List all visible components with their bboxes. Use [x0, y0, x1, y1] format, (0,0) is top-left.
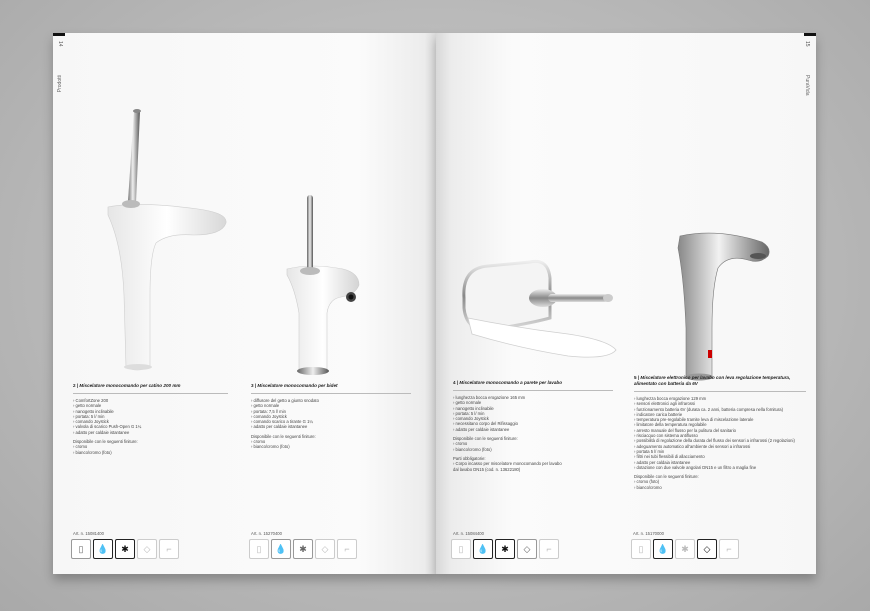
product-index: 2 [73, 383, 76, 388]
product-description [73, 383, 228, 455]
left-page [53, 33, 436, 574]
page-corner-marker [53, 33, 65, 36]
list-item: › ComfortZone 200 [73, 398, 109, 403]
water-drop-icon: 💧 [653, 539, 673, 559]
right-page [436, 33, 816, 574]
comfortzone-icon: ▯ [249, 539, 269, 559]
list-item: › comando Joystick [73, 419, 109, 425]
divider [634, 391, 806, 392]
feature-icons [249, 539, 357, 559]
anti-calc-icon: ✱ [675, 539, 695, 559]
list-item: dal lavabo DN15 (cod. n. 13622180) [453, 466, 521, 472]
eco-drop-icon: ◇ [315, 539, 335, 559]
divider [73, 393, 228, 394]
availability-title: Disponibile con le seguenti finiture: [73, 439, 138, 445]
feature-icons [71, 539, 179, 559]
wall-mixer-image [458, 238, 633, 363]
finish-list [634, 479, 806, 490]
feature-list [251, 398, 411, 430]
list-item: › indicatore carica batterie [634, 411, 683, 417]
list-item: › bianco/cromo (foto) [453, 446, 492, 452]
list-item: › lunghezza bocca erogazione 129 mm [634, 396, 707, 401]
article-number: Art. n. 15081400 [73, 531, 104, 536]
product-description [634, 375, 806, 490]
article-number: Art. n. 15270400 [251, 531, 282, 536]
electronic-mixer-image [668, 228, 788, 388]
product-description [453, 380, 613, 472]
spout-icon: ⌐ [337, 539, 357, 559]
anti-calc-icon: ✱ [495, 539, 515, 559]
list-item: › nanogetto inclinabile [73, 408, 114, 414]
water-drop-icon: 💧 [93, 539, 113, 559]
page-number: 15 [804, 41, 810, 47]
list-item: › limitatore della temperatura regolabile [634, 422, 707, 428]
product-title: 5 | Miscelatore elettronico per lavabo con leva regolazione temperatura, alimentato con batteria da 6V [634, 375, 791, 386]
finish-list [251, 439, 411, 450]
list-item: › adatto per caldaia istantanee [634, 459, 691, 465]
list-item: › valvola di scarico Push-Open G 1¼ [73, 424, 142, 430]
product-name: Miscelatore monocomando per catino 200 mm [79, 383, 181, 388]
list-item: › portata 5 l/ min [634, 448, 665, 454]
product-index: 5 [634, 375, 637, 380]
section-label: Prodotti [57, 75, 63, 93]
comfortzone-icon: ▯ [71, 539, 91, 559]
list-item: › arresto manuale del flusso per la pulitura del sanitario [634, 427, 736, 433]
product-name: Miscelatore elettronico per lavabo con leva regolazione temperatura, alimentato con batteria da 6V [634, 375, 791, 386]
feature-icons [631, 539, 739, 559]
list-item: › portata: 7,5 l/ min [251, 408, 286, 414]
availability-title: Disponibile con le seguenti finiture: [251, 433, 316, 439]
list-item: › possibilità di regolazione della durata del flusso dei sensori a infrarossi (2 regolazioni) [634, 438, 795, 444]
list-item: › temperatura pre-regolabile tramite leva di miscelazione laterale [634, 417, 754, 423]
list-item: › risciacquo con sistema antiflusso [634, 433, 698, 439]
list-item: › adatto per caldaie istantanee [453, 426, 510, 432]
feature-list [453, 395, 613, 432]
availability-title: Disponibile con le seguenti finiture: [634, 474, 699, 480]
eco-drop-icon: ◇ [137, 539, 157, 559]
list-item: › getto normale [73, 403, 102, 409]
water-drop-icon: 💧 [271, 539, 291, 559]
list-item: › adeguamento automatico all'ambiente dei sensori a infrarossi [634, 443, 751, 449]
spout-icon: ⌐ [159, 539, 179, 559]
product-description [251, 383, 411, 450]
list-item: › cromo [453, 441, 468, 447]
list-item: › lunghezza bocca erogazione 165 mm [453, 395, 526, 400]
page-number: 14 [57, 41, 63, 47]
list-item: › funzionamento batteria 6V (durata ca. 2 anni, batteria compresa nella fornitura) [634, 406, 783, 412]
list-item: › adatto per caldaie istantanee [251, 424, 308, 430]
product-name: Miscelatore monocomando per bidet [257, 383, 338, 388]
list-item: › portata: 5 l/ min [73, 413, 105, 419]
list-item: › Corpo incasso per miscelatore monocomando per lavabo [453, 461, 562, 467]
water-drop-icon: 💧 [473, 539, 493, 559]
list-item: › bianco/cromo [634, 484, 662, 490]
finish-list [453, 441, 613, 452]
feature-icons [451, 539, 559, 559]
list-item: › getto normale [453, 400, 482, 406]
list-item: › filtri nei tubi flessibili di allacciamento [634, 454, 705, 460]
product-index: 3 [251, 383, 254, 388]
comfortzone-icon: ▯ [631, 539, 651, 559]
anti-calc-icon: ✱ [293, 539, 313, 559]
anti-calc-icon: ✱ [115, 539, 135, 559]
product-index: 4 [453, 380, 456, 385]
required-parts-title: Parti obbligatorie: [453, 455, 486, 461]
spout-icon: ⌐ [719, 539, 739, 559]
required-parts-list [453, 461, 613, 472]
list-item: › comando scarico a tirante G 1¼ [251, 419, 313, 425]
availability-title: Disponibile con le seguenti finiture: [453, 436, 518, 442]
list-item: › diffusore del getto a giunto snodato [251, 398, 319, 403]
comfortzone-icon: ▯ [451, 539, 471, 559]
product-title: 4 | Miscelatore monocomando a parete per lavabo [453, 380, 563, 385]
feature-list [73, 398, 228, 435]
divider [453, 390, 613, 391]
list-item: › portata: 5 l/ min [453, 410, 485, 416]
bidet-mixer-image [281, 193, 371, 383]
divider [251, 393, 411, 394]
list-item: › getto normale [251, 403, 280, 409]
eco-drop-icon: ◇ [517, 539, 537, 559]
finish-list [73, 444, 228, 455]
list-item: › cromo [251, 439, 266, 445]
article-number: Art. n. 15170000 [633, 531, 664, 536]
list-item: › bianco/cromo (foto) [73, 449, 112, 455]
product-title: 3 | Miscelatore monocomando per bidet [251, 383, 338, 388]
list-item: › cromo (foto) [634, 479, 660, 485]
list-item: › nanogetto inclinabile [453, 405, 494, 411]
section-label: PuraVida [804, 75, 810, 96]
list-item: › dotazione con due valvole angolari DN15 e un filtro a maglia fine [634, 464, 757, 470]
list-item: › cromo [73, 444, 88, 450]
product-title: 2 | Miscelatore monocomando per catino 200 mm [73, 383, 181, 388]
basin-mixer-image [98, 105, 238, 385]
product-name: Miscelatore monocomando a parete per lavabo [459, 380, 563, 385]
list-item: › adatto per caldaie istantanee [73, 429, 130, 435]
spout-icon: ⌐ [539, 539, 559, 559]
list-item: › comando Joystick [453, 416, 489, 422]
list-item: › bianco/cromo (foto) [251, 444, 290, 450]
list-item: › sensori elettronici agli infrarossi [634, 401, 695, 407]
page-corner-marker [804, 33, 816, 36]
list-item: › necessitano corpo del Rifissaggio [453, 421, 518, 427]
article-number: Art. n. 15084400 [453, 531, 484, 536]
feature-list [634, 396, 806, 470]
list-item: › comando Joystick [251, 413, 287, 419]
eco-drop-icon: ◇ [697, 539, 717, 559]
